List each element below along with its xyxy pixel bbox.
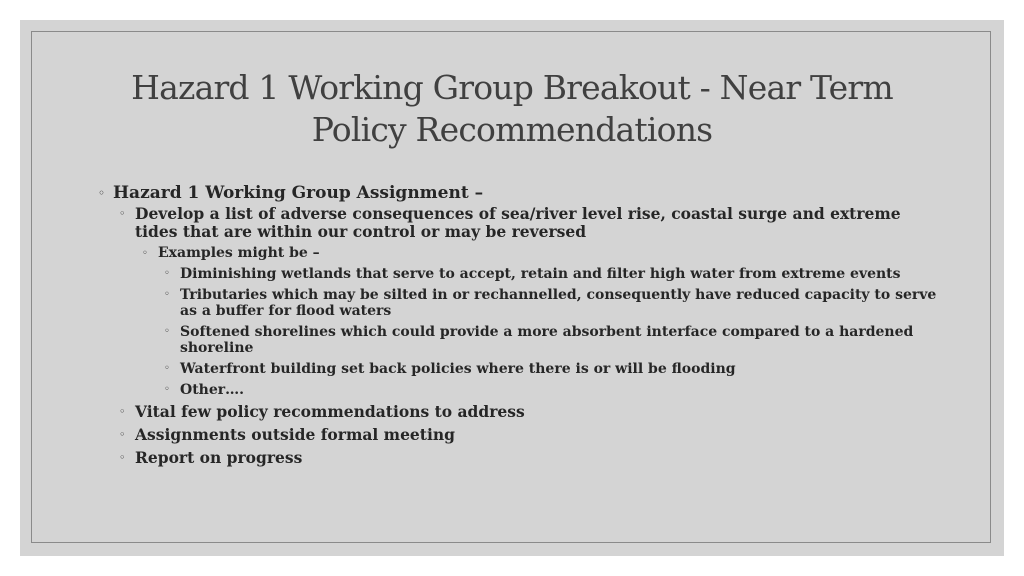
bullet-text: Softened shorelines which could provide a more absorbent interface compared to a hardened shoreline — [180, 324, 914, 356]
bullet-icon: ◦ — [142, 248, 148, 259]
bullet-item — [119, 426, 948, 444]
bullet-text: Tributaries which may be silted in or rechannelled, consequently have reduced capacity to serve as a buffer for flood waters — [180, 287, 937, 319]
bullet-list — [98, 181, 948, 472]
bullet-item — [164, 324, 948, 356]
bullet-item — [142, 245, 948, 262]
bullet-item — [119, 403, 948, 421]
bullet-item — [119, 449, 948, 467]
bullet-text: Other…. — [180, 382, 244, 398]
bullet-item — [164, 361, 948, 377]
bullet-icon: ◦ — [164, 384, 170, 395]
slide-title: Hazard 1 Working Group Breakout - Near Term Policy Recommendations — [131, 68, 893, 149]
bullet-text: Vital few policy recommendations to address — [135, 402, 525, 421]
bullet-item — [119, 205, 948, 241]
bullet-item — [164, 382, 948, 398]
bullet-icon: ◦ — [164, 363, 170, 374]
bullet-text: Report on progress — [135, 448, 303, 467]
bullet-item — [164, 287, 948, 319]
bullet-icon: ◦ — [164, 289, 170, 300]
slide — [20, 20, 1004, 556]
bullet-text: Assignments outside formal meeting — [135, 425, 455, 444]
bullet-icon: ◦ — [164, 326, 170, 337]
bullet-text: Develop a list of adverse consequences of sea/river level rise, coastal surge and extreme tides that are within our control or may be reversed — [135, 204, 901, 241]
bullet-text: Waterfront building set back policies where there is or will be flooding — [180, 361, 736, 377]
bullet-icon: ◦ — [119, 405, 126, 418]
bullet-text: Examples might be – — [158, 245, 320, 261]
bullet-icon: ◦ — [119, 207, 126, 220]
bullet-item — [164, 266, 948, 282]
bullet-text: Diminishing wetlands that serve to accept, retain and filter high water from extreme events — [180, 266, 901, 282]
bullet-icon: ◦ — [119, 428, 126, 441]
bullet-icon: ◦ — [98, 186, 106, 200]
bullet-icon: ◦ — [119, 451, 126, 464]
bullet-icon: ◦ — [164, 268, 170, 279]
bullet-text: Hazard 1 Working Group Assignment – — [113, 183, 484, 203]
bullet-item — [98, 181, 948, 205]
